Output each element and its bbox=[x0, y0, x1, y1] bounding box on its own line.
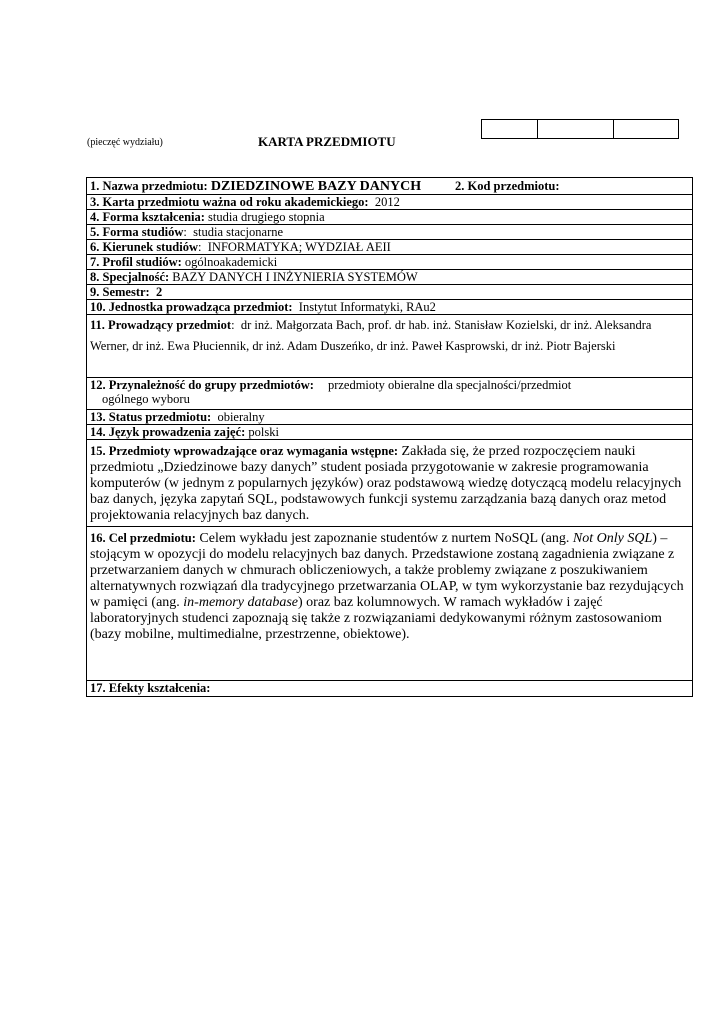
course-code-boxes bbox=[481, 119, 679, 139]
row-valid-year bbox=[87, 195, 692, 210]
study-profile-label: 7. Profil studiów: bbox=[90, 255, 182, 269]
course-code-label: 2. Kod przedmiotu: bbox=[455, 179, 560, 193]
field-of-study-label: 6. Kierunek studiów bbox=[90, 240, 199, 254]
course-card-table bbox=[86, 177, 693, 697]
language-label: 14. Język prowadzenia zajęć: bbox=[90, 425, 246, 439]
specialization-value: BAZY DANYCH I INŻYNIERIA SYSTEMÓW bbox=[172, 270, 418, 284]
course-group-value-line2: ogólnego wyboru bbox=[102, 392, 190, 406]
lecturers-label: 11. Prowadzący przedmiot bbox=[90, 318, 232, 332]
valid-year-value: 2012 bbox=[374, 195, 400, 209]
course-goal-text-2: ) – stojącym w opozycji do modelu relacyjnych baz danych. Przedstawione zostaną zagadnienia związane z przetwarzaniem danych w chmurach obliczeniowych, a także problemy związane z poszukiwaniem alternatywnych rozwiązań dla tradycyjnego przetwarzania OLAP, w tym wykorzystanie baz rezydujących w pamięci (ang. bbox=[90, 531, 684, 610]
row-specialization bbox=[87, 270, 692, 285]
course-goal-italic-1: Not Only SQL bbox=[572, 531, 653, 546]
row-course-group bbox=[87, 378, 692, 410]
row-semester bbox=[87, 285, 692, 300]
row-education-form bbox=[87, 210, 692, 225]
course-goal-text-1: Celem wykładu jest zapoznanie studentów z nurtem NoSQL (ang. bbox=[199, 531, 570, 546]
course-goal-text-3: ) oraz baz kolumnowych. W ramach wykładów i zajęć laboratoryjnych studenci zapoznają się także z rozwiązaniami dedykowanymi różnym zastosowaniom (bazy mobilne, multimedialne, przestrzenne, obiektowe). bbox=[90, 595, 662, 642]
unit-label: 10. Jednostka prowadząca przedmiot: bbox=[90, 300, 293, 314]
course-goal-label: 16. Cel przedmiotu: bbox=[90, 531, 196, 545]
course-status-label: 13. Status przedmiotu: bbox=[90, 410, 212, 424]
study-form-value: studia stacjonarne bbox=[193, 225, 284, 239]
code-box-1 bbox=[482, 120, 538, 138]
row-prerequisites bbox=[87, 440, 692, 527]
row-course-name bbox=[87, 178, 692, 195]
lecturers-value: dr inż. Małgorzata Bach, prof. dr hab. inż. Stanisław Kozielski, dr inż. Aleksandra Werner, dr inż. Ewa Płuciennik, dr inż. Adam Duszeńko, dr inż. Paweł Kasprowski, dr inż. Piotr Bajerski bbox=[90, 318, 652, 353]
prerequisites-value: Zakłada się, że przed rozpoczęciem nauki przedmiotu „Dziedzinowe bazy danych” student posiada przygotowanie w zakresie programowania komputerów (w jednym z popularnych języków) oraz podstawową wiedzę dotyczącą modelu relacyjnych baz danych, języka zapytań SQL, podstawowych funkcji systemu zarządzania bazą danych oraz metod projektowania relacyjnych baz danych. bbox=[90, 444, 682, 523]
row-study-profile bbox=[87, 255, 692, 270]
specialization-label: 8. Specjalność: bbox=[90, 270, 170, 284]
valid-year-label: 3. Karta przedmiotu ważna od roku akademickiego: bbox=[90, 195, 369, 209]
row-course-goal bbox=[87, 527, 692, 681]
course-goal-italic-2: in-memory database bbox=[183, 595, 298, 610]
prerequisites-label: 15. Przedmioty wprowadzające oraz wymagania wstępne: bbox=[90, 444, 399, 458]
row-lecturers: 11. Prowadzący przedmiot: dr inż. Małgorzata Bach, prof. dr hab. inż. Stanisław Kozielski, dr inż. Aleksandra Werner, dr inż. Ewa Płuciennik, dr inż. Adam Duszeńko, dr inż. Paweł Kasprowski, dr inż. Piotr Bajerski bbox=[87, 315, 692, 378]
course-group-value: przedmioty obieralne dla specjalności/przedmiot bbox=[327, 378, 572, 392]
course-name-label: 1. Nazwa przedmiotu: bbox=[90, 179, 208, 193]
code-box-2 bbox=[538, 120, 614, 138]
study-profile-value: ogólnoakademicki bbox=[184, 255, 278, 269]
document-title: KARTA PRZEDMIOTU bbox=[258, 134, 396, 149]
code-box-3 bbox=[614, 120, 678, 138]
row-course-status bbox=[87, 410, 692, 425]
education-form-value: studia drugiego stopnia bbox=[208, 210, 325, 224]
semester-value: 2 bbox=[155, 285, 163, 299]
course-status-value: obieralny bbox=[217, 410, 265, 424]
learning-outcomes-label: 17. Efekty kształcenia: bbox=[90, 681, 211, 695]
field-of-study-value: INFORMATYKA; WYDZIAŁ AEII bbox=[207, 240, 391, 254]
course-group-label: 12. Przynależność do grupy przedmiotów: bbox=[90, 378, 314, 392]
row-unit bbox=[87, 300, 692, 315]
row-language bbox=[87, 425, 692, 440]
semester-label: 9. Semestr: bbox=[90, 285, 150, 299]
row-learning-outcomes bbox=[87, 681, 692, 697]
row-field-of-study: 6. Kierunek studiów: INFORMATYKA; WYDZIAŁ AEII bbox=[87, 240, 692, 255]
unit-value: Instytut Informatyki, RAu2 bbox=[298, 300, 436, 314]
language-value: polski bbox=[248, 425, 279, 439]
education-form-label: 4. Forma kształcenia: bbox=[90, 210, 205, 224]
row-study-form: 5. Forma studiów: studia stacjonarne bbox=[87, 225, 692, 240]
study-form-label: 5. Forma studiów bbox=[90, 225, 184, 239]
course-name-value: DZIEDZINOWE BAZY DANYCH bbox=[210, 179, 422, 194]
stamp-label: (pieczęć wydziału) bbox=[87, 137, 163, 148]
